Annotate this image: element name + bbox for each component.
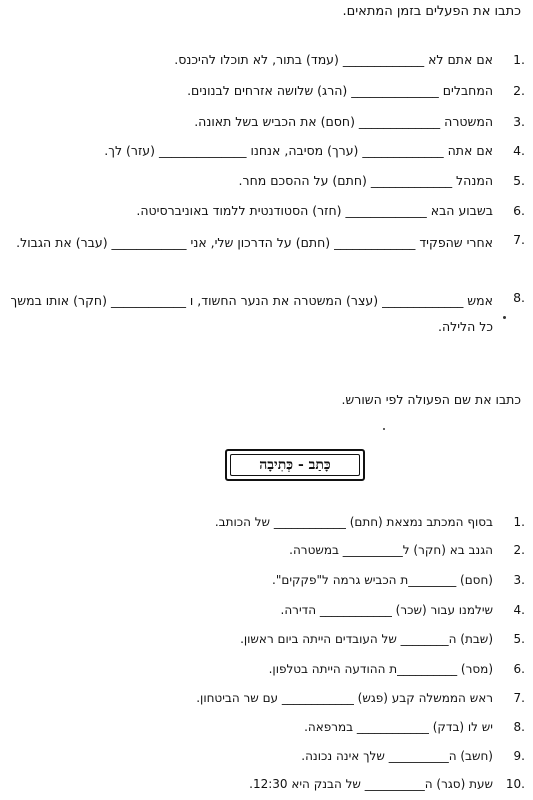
s2-item-10 bbox=[7, 774, 525, 794]
section1-instruction: כתבו את הפעלים בזמן המתאים. bbox=[342, 4, 521, 19]
item-number: 1. bbox=[513, 52, 525, 67]
item-text: אחרי שהפקיד _____________ (חתם) על הדרכון שלי, אני ____________ (עבר) את הגבול. bbox=[16, 235, 493, 250]
item-text: שילמנו עבור (שכר) ____________ הדירה. bbox=[280, 603, 493, 617]
item-text: אמש _____________ (עצר) המשטרה את הנער החשוד, ו ____________ (חקר) אותו במשך כל הלילה. bbox=[6, 293, 493, 334]
stray-mark bbox=[503, 316, 506, 319]
item-text: אם אתה _____________ (ערך) מסיבה, אנחנו ______________ (עזר) לך. bbox=[104, 143, 493, 158]
stray-mark bbox=[383, 428, 385, 430]
s1-item-5 bbox=[7, 171, 525, 191]
item-number: 5. bbox=[513, 173, 525, 188]
s1-item-3 bbox=[7, 112, 525, 132]
s2-item-7 bbox=[7, 688, 525, 708]
item-number: 8. bbox=[513, 290, 525, 305]
s2-item-1 bbox=[7, 512, 525, 532]
item-number: 3. bbox=[513, 573, 525, 587]
s2-item-9 bbox=[7, 746, 525, 766]
s1-item-6 bbox=[7, 201, 525, 221]
item-number: 4. bbox=[513, 143, 525, 158]
item-text: המנהל _____________ (חתם) על ההסכם מחר. bbox=[238, 173, 493, 188]
s2-item-5 bbox=[7, 629, 525, 649]
item-text: המחבלים ______________ (הרג) שלושה אזרחים לבנונים. bbox=[187, 83, 493, 98]
example-box bbox=[225, 449, 365, 481]
item-text: המשטרה _____________ (חסם) את הכביש בשל תאונה. bbox=[194, 114, 493, 129]
item-number: 1. bbox=[513, 515, 525, 529]
item-text: בסוף המכתב נמצאת (חתם) ____________ של הכותב. bbox=[214, 515, 493, 529]
s1-item-1 bbox=[7, 50, 525, 70]
s2-item-2 bbox=[7, 540, 525, 560]
item-text: יש לו (בדק) ____________ במרפאה. bbox=[304, 720, 493, 734]
item-number: 8. bbox=[513, 720, 525, 734]
item-number: 5. bbox=[513, 632, 525, 646]
item-number: 6. bbox=[513, 662, 525, 676]
item-text: (חשב) ה__________ שלך אינה נכונה. bbox=[301, 749, 493, 763]
item-number: 2. bbox=[513, 543, 525, 557]
s2-item-4 bbox=[7, 600, 525, 620]
item-text: (שבת) ה________ של העובדים הייתה ביום ראשון. bbox=[240, 632, 493, 646]
item-text: בשבוע הבא _____________ (חזר) הסטודנטית ללמוד באוניברסיטה. bbox=[136, 203, 493, 218]
item-text: הגנב בא (חקר) ל__________ במשטרה. bbox=[289, 543, 493, 557]
item-text: (מסר) __________ת ההודעה הייתה בטלפון. bbox=[268, 662, 493, 676]
s1-item-7 bbox=[7, 230, 525, 256]
item-number: 3. bbox=[513, 114, 525, 129]
s2-item-8 bbox=[7, 717, 525, 737]
item-number: 7. bbox=[513, 691, 525, 705]
section2-instruction: כתבו את שם הפעולה לפי השורש. bbox=[341, 392, 521, 407]
example-word: כָּתַב - כְּתִיבָה bbox=[230, 454, 360, 476]
item-text: שעת (סגר) ה__________ של הבנק היא 12:30. bbox=[249, 777, 493, 791]
item-text: (חסם) ________ת הכביש גרמה ל"פקקים". bbox=[272, 573, 493, 587]
item-number: 4. bbox=[513, 603, 525, 617]
item-number: 10. bbox=[505, 777, 525, 791]
s1-item-4 bbox=[7, 141, 525, 161]
s1-item-8 bbox=[7, 288, 525, 340]
item-number: 2. bbox=[513, 83, 525, 98]
item-text: אם אתם לא _____________ (עמד) בתור, לא תוכלו להיכנס. bbox=[174, 52, 493, 67]
item-text: ראש הממשלה קבע (פגש) ____________ עם שר הביטחון. bbox=[196, 691, 493, 705]
item-number: 9. bbox=[513, 749, 525, 763]
s2-item-6 bbox=[7, 659, 525, 679]
s1-item-2 bbox=[7, 81, 525, 101]
s2-item-3 bbox=[7, 570, 525, 590]
item-number: 7. bbox=[513, 232, 525, 247]
item-number: 6. bbox=[513, 203, 525, 218]
